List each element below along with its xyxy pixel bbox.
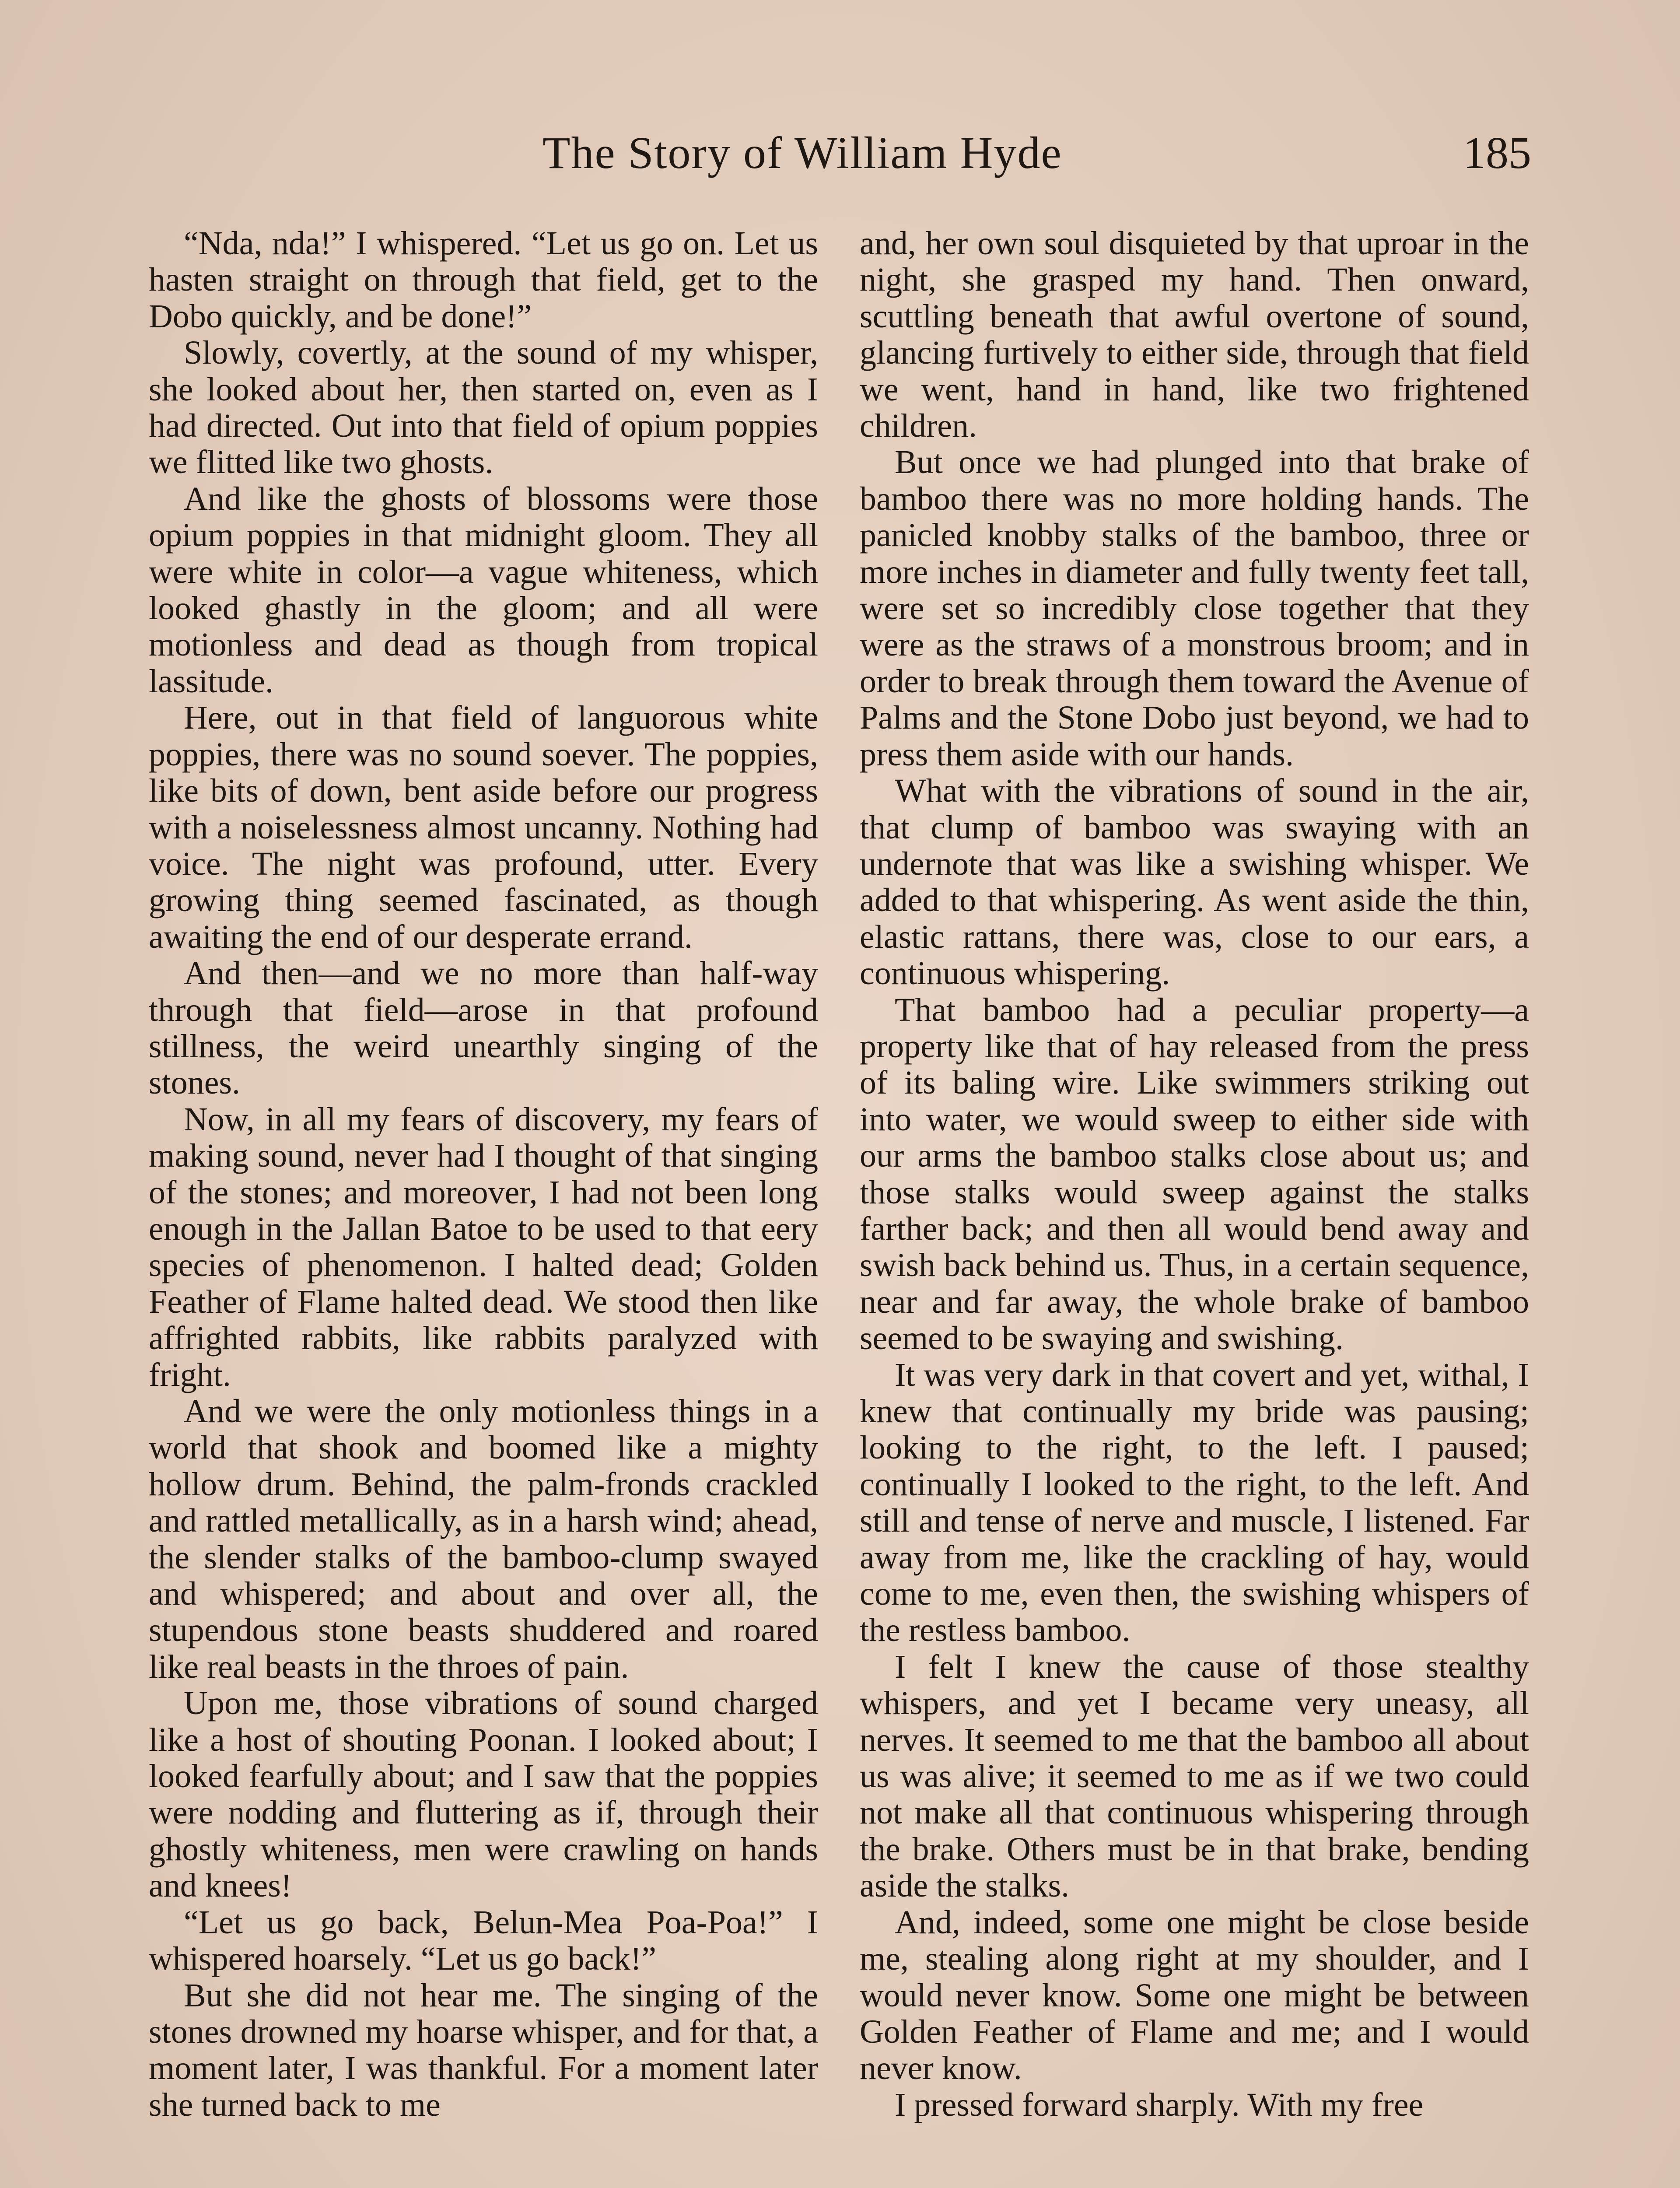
paragraph: “Let us go back, Belun-Mea Poa-Poa!” I whispered hoarsely. “Let us go back!” [149, 1904, 818, 1978]
paragraph: And we were the only motionless things in a world that shook and boomed like a mighty hollow drum. Behind, the palm-fronds crackled and rattled metallically, as in a harsh wind; ahead, the slender stalks of the bamboo-clump swayed and whispered; and about and over all, the stupendous stone beasts shuddered and roared like real beasts in the throes of pain. [149, 1393, 818, 1685]
left-text-column [149, 225, 818, 2123]
paragraph: But she did not hear me. The singing of the stones drowned my hoarse whisper, and for that, a moment later, I was thankful. For a moment later she turned back to me [149, 1977, 818, 2123]
paragraph: But once we had plunged into that brake of bamboo there was no more holding hands. The panicled knobby stalks of the bamboo, three or more inches in diameter and fully twenty feet tall, were set so incredibly close together that they were as the straws of a monstrous broom; and in order to break through them toward the Avenue of Palms and the Stone Dobo just beyond, we had to press them aside with our hands. [860, 444, 1529, 773]
paragraph: And, indeed, some one might be close beside me, stealing along right at my shoulder, and I would never know. Some one might be between Golden Feather of Flame and me; and I would never know. [860, 1904, 1529, 2087]
paragraph: And like the ghosts of blossoms were those opium poppies in that midnight gloom. They all were white in color—a vague whiteness, which looked ghastly in the gloom; and all were motionless and dead as though from tropical lassitude. [149, 480, 818, 700]
page-number: 185 [1463, 128, 1531, 178]
paragraph: Now, in all my fears of discovery, my fears of making sound, never had I thought of that singing of the stones; and moreover, I had not been long enough in the Jallan Batoe to be used to that eery species of phenomenon. I halted dead; Golden Feather of Flame halted dead. We stood then like affrighted rabbits, like rabbits paralyzed with fright. [149, 1101, 818, 1393]
paragraph: And then—and we no more than half-way through that field—arose in that profound stillness, the weird unearthly singing of the stones. [149, 955, 818, 1101]
paragraph: I felt I knew the cause of those stealthy whispers, and yet I became very uneasy, all nerves. It seemed to me that the bamboo all about us was alive; it seemed to me as if we two could not make all that continuous whispering through the brake. Others must be in that brake, bending aside the stalks. [860, 1648, 1529, 1904]
right-text-column [860, 225, 1529, 2123]
paragraph: Upon me, those vibrations of sound charged like a host of shouting Poonan. I looked about; I looked fearfully about; and I saw that the poppies were nodding and fluttering as if, through their ghostly whiteness, men were crawling on hands and knees! [149, 1685, 818, 1904]
paragraph: It was very dark in that covert and yet, withal, I knew that continually my bride was pausing; looking to the right, to the left. I paused; continually I looked to the right, to the left. And still and tense of nerve and muscle, I listened. Far away from me, like the crackling of hay, would come to me, even then, the swishing whispers of the restless bamboo. [860, 1356, 1529, 1649]
paragraph: “Nda, nda!” I whispered. “Let us go on. Let us hasten straight on through that field, get to the Dobo quickly, and be done!” [149, 225, 818, 335]
paragraph: What with the vibrations of sound in the air, that clump of bamboo was swaying with an undernote that was like a swishing whisper. We added to that whispering. As went aside the thin, elastic rattans, there was, close to our ears, a continuous whispering. [860, 772, 1529, 992]
paragraph: I pressed forward sharply. With my free [895, 2086, 1424, 2123]
page-header [149, 127, 1531, 188]
paragraph: That bamboo had a peculiar property—a property like that of hay released from the press of its baling wire. Like swimmers striking out into water, we would sweep to either side with our arms the bamboo stalks close about us; and those stalks would sweep against the stalks farther back; and then all would bend away and swish back behind us. Thus, in a certain sequence, near and far away, the whole brake of bamboo seemed to be swaying and swishing. [860, 991, 1529, 1357]
paragraph-continuation: and, her own soul disquieted by that uproar in the night, she grasped my hand. Then onward, scuttling beneath that awful overtone of sound, glancing furtively to either side, through that field we went, hand in hand, like two frightened children. [860, 225, 1529, 445]
paragraph: Here, out in that field of languorous white poppies, there was no sound soever. The poppies, like bits of down, bent aside before our progress with a noiselessness almost uncanny. Nothing had voice. The night was profound, utter. Every growing thing seemed fascinated, as though awaiting the end of our desperate errand. [149, 699, 818, 955]
running-title: The Story of William Hyde [542, 128, 1062, 178]
paragraph: Slowly, covertly, at the sound of my whisper, she looked about her, then started on, even as I had directed. Out into that field of opium poppies we flitted like two ghosts. [149, 334, 818, 481]
